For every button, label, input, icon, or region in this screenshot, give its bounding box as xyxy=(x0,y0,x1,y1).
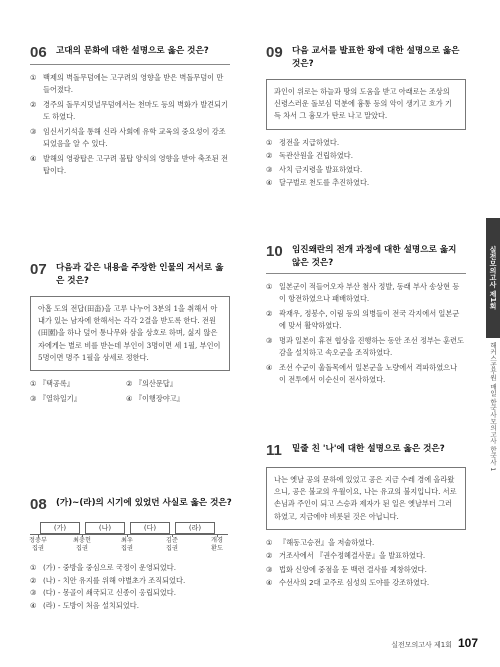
page-footer xyxy=(391,636,478,650)
options xyxy=(30,562,235,611)
option-2[interactable]: ② 독관산원을 건립하였다. xyxy=(266,151,354,161)
options xyxy=(30,378,230,405)
options xyxy=(266,281,466,385)
question-text: 밑줄 친 '나'에 대한 설명으로 옳은 것은? xyxy=(292,444,445,454)
timeline-event: 개경 환도 xyxy=(211,537,223,552)
period-cell: (라) xyxy=(175,522,215,534)
question-07 xyxy=(30,262,230,405)
option-3[interactable]: ③ 법화 신앙에 중점을 둔 백련 결사를 제창하였다. xyxy=(266,564,427,574)
option-1[interactable]: ① 일본군이 적들어오자 부산 첨사 정발, 동래 부사 송상현 등이 항전하였으나 패배하였다. xyxy=(266,282,460,303)
timeline-axis xyxy=(30,534,228,535)
passage-box: 과인이 위로는 하늘과 땅의 도움을 받고 아래로는 조상의 신령스러운 돌보심 덕분에 흉통 등의 악이 생기고 흐가 기득 차서 그 흉모가 탄로 나고 말았다. xyxy=(266,79,466,130)
period-cell: (나) xyxy=(85,522,125,534)
option-4[interactable]: ④ (라) - 도방이 처음 설치되었다. xyxy=(30,600,140,610)
options xyxy=(30,72,230,176)
option-2[interactable]: ② 거조사에서 『권수정혜결사문』을 발표하였다. xyxy=(266,551,426,561)
question-number: 06 xyxy=(30,44,47,61)
question-text: (가)~(라)의 시기에 있었던 사실로 옳은 것은? xyxy=(56,498,232,508)
timeline-event: 최충헌 집권 xyxy=(73,537,91,552)
options xyxy=(266,137,466,189)
option-1[interactable]: ① 『해동고승전』을 저술하였다. xyxy=(266,537,375,547)
options xyxy=(266,537,466,589)
question-11 xyxy=(266,443,466,591)
option-2[interactable]: ② 경주의 돌무지덧널무덤에서는 천마도 등의 벽화가 발견되기도 하였다. xyxy=(30,100,229,121)
option-4[interactable]: ④ 발해의 영광탑은 고구려 불탑 양식의 영향을 받아 축조된 전탑이다. xyxy=(30,154,228,175)
option-4[interactable]: ④ 수선사의 2대 교주로 심성의 도야를 강조하였다. xyxy=(266,578,430,588)
option-3[interactable]: ③ 사치 금지령을 발표하였다. xyxy=(266,164,363,174)
question-number: 08 xyxy=(30,496,47,513)
option-4[interactable]: ④ 조선 수군이 울돌목에서 일본군을 노량에서 격파하였으나 이 전투에서 이순신이 전사하였다. xyxy=(266,363,458,384)
timeline-event: 최우 집권 xyxy=(121,537,133,552)
question-number: 07 xyxy=(30,261,47,278)
question-text: 다음 교서를 발표한 왕에 대한 설명으로 옳은 것은? xyxy=(292,46,460,69)
question-text: 임진왜란의 전개 과정에 대한 설명으로 옳지 않은 것은? xyxy=(292,245,457,268)
option-4[interactable]: ④ 『이행장야고』 xyxy=(126,394,184,404)
footer-label: 실전모의고사 제1회 xyxy=(391,641,452,649)
question-number: 10 xyxy=(266,243,283,260)
option-3[interactable]: ③ 『열하일기』 xyxy=(30,394,81,404)
option-3[interactable]: ③ 임신서기석을 통해 신라 사회에 유학 교육의 중요성이 강조되었음을 알 수 있다. xyxy=(30,127,226,148)
period-cell: (가) xyxy=(40,522,80,534)
period-cell: (다) xyxy=(130,522,170,534)
question-number: 09 xyxy=(266,44,283,61)
option-1[interactable]: ① 백제의 벽돌무덤에는 고구려의 영향을 받은 벽돌무덤이 만들어졌다. xyxy=(30,73,224,94)
divider xyxy=(30,64,230,65)
option-3[interactable]: ③ (다) - 몽골이 쇄국되고 신종이 옹립되었다. xyxy=(30,588,177,597)
question-06 xyxy=(30,45,230,180)
question-09 xyxy=(266,45,466,191)
side-caption: 해커스공무원 매일 한국사모의고사 한국사 1 xyxy=(489,342,497,472)
option-1[interactable]: ① 정전을 지급하였다. xyxy=(266,137,340,147)
option-2[interactable]: ② 곽재우, 정봉수, 이림 등의 의병들이 전국 각지에서 일본군에 맞서 활약하였다. xyxy=(266,309,460,330)
question-text: 다음과 같은 내용을 주장한 인물의 저서로 옳은 것은? xyxy=(56,263,224,286)
page-number: 107 xyxy=(457,636,478,650)
passage-box: 나는 옛날 공의 문하에 있었고 공은 지금 수레 경에 올라왔으니, 공은 불교의 우월이요, 나는 유교의 불지입니다. 서로 손님과 주인이 되고 스승과 제자가 된 일은 옛날부터 그러하였고, 지금에야 비롯된 것은 아닙니다. xyxy=(266,467,466,530)
divider xyxy=(266,273,466,274)
option-1[interactable]: ① (가) - 중방을 중심으로 국정이 운영되었다. xyxy=(30,563,177,572)
side-tab: 실전모의고사 제1회 xyxy=(486,218,500,338)
option-4[interactable]: ④ 달구벌로 천도를 추진하였다. xyxy=(266,178,370,188)
question-text: 고대의 문화에 대한 설명으로 옳은 것은? xyxy=(56,46,209,56)
question-10 xyxy=(266,244,466,389)
timeline-event: 정중부 집권 xyxy=(29,537,47,552)
timeline-event: 김준 집권 xyxy=(166,537,178,552)
option-2[interactable]: ② (나) - 치안 유지를 위해 야별초가 조직되었다. xyxy=(30,575,186,585)
option-2[interactable]: ② 『의산문답』 xyxy=(126,379,177,389)
option-3[interactable]: ③ 명과 일본이 휴전 협상을 진행하는 동안 조선 정부는 훈련도감을 설치하고 속오군을 조직하였다. xyxy=(266,336,464,357)
passage-box: 아홉 도의 전답(田畓)을 고루 나누어 3분의 1을 취해서 아내가 있는 남자에 한해서는 각각 2결을 받도록 한다. 전원(田園)을 하나 덮어 통나무와 삼을 상호로 하며, 싫지 않은 자에게는 별로 비를 받는데 부인이 3명이면 세 1필, 부인이 5명이면 명주 1필을 상세로 정한다. xyxy=(30,296,230,371)
option-1[interactable]: ① 『택공록』 xyxy=(30,379,74,389)
question-08 xyxy=(30,497,235,612)
timeline xyxy=(30,522,228,556)
question-number: 11 xyxy=(266,442,282,459)
